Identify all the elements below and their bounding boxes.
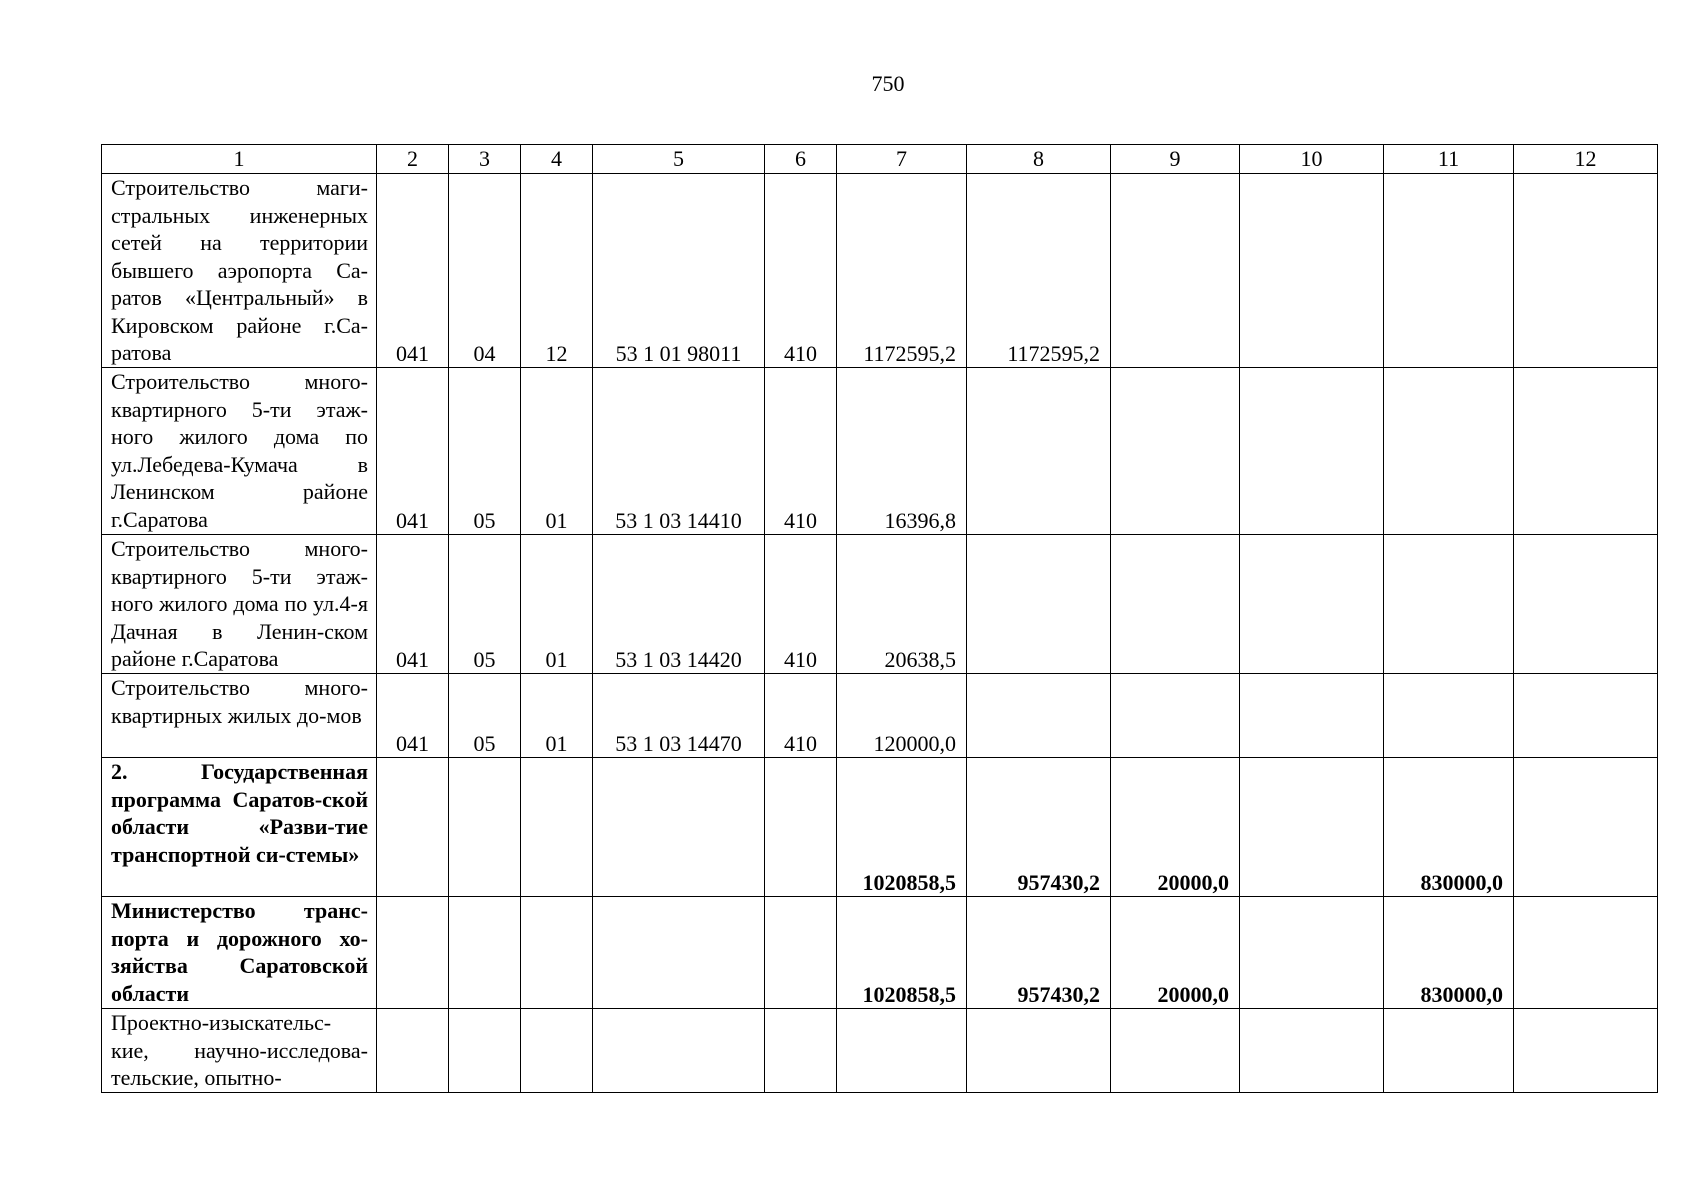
cell-col9: 20000,0	[1111, 758, 1240, 897]
column-header: 4	[521, 145, 593, 174]
cell-col4: 01	[521, 368, 593, 535]
cell-col2: 041	[377, 174, 449, 368]
cell-col11	[1384, 1009, 1514, 1093]
cell-col12	[1514, 758, 1658, 897]
column-header: 11	[1384, 145, 1514, 174]
row-description: Строительство маги-стральных инженерных сетей на территории бывшего аэропорта Са-ратов «Центральный» в Кировском районе г.Са-ратова	[102, 174, 377, 368]
cell-col8	[967, 1009, 1111, 1093]
cell-col10	[1240, 1009, 1384, 1093]
cell-col2	[377, 1009, 449, 1093]
cell-col12	[1514, 674, 1658, 758]
cell-col9	[1111, 674, 1240, 758]
column-header: 10	[1240, 145, 1384, 174]
cell-col11	[1384, 368, 1514, 535]
cell-col2	[377, 897, 449, 1009]
cell-col8: 957430,2	[967, 758, 1111, 897]
cell-col10	[1240, 758, 1384, 897]
row-description: 2. Государственная программа Саратов-ской области «Разви-тие транспортной си-стемы»	[102, 758, 377, 897]
cell-col6	[765, 758, 837, 897]
cell-col12	[1514, 1009, 1658, 1093]
cell-col5: 53 1 03 14420	[593, 535, 765, 674]
cell-col8	[967, 368, 1111, 535]
cell-col8	[967, 535, 1111, 674]
cell-col3: 05	[449, 674, 521, 758]
cell-col5: 53 1 03 14410	[593, 368, 765, 535]
cell-col11: 830000,0	[1384, 758, 1514, 897]
cell-col8	[967, 674, 1111, 758]
cell-col3: 04	[449, 174, 521, 368]
row-description: Строительство много-квартирного 5-ти этаж-ного жилого дома по ул.4-я Дачная в Ленин-ском районе г.Саратова	[102, 535, 377, 674]
cell-col2: 041	[377, 368, 449, 535]
cell-col5	[593, 758, 765, 897]
cell-col9	[1111, 368, 1240, 535]
cell-col4: 01	[521, 535, 593, 674]
cell-col12	[1514, 535, 1658, 674]
row-description: Строительство много-квартирного 5-ти этаж-ного жилого дома по ул.Лебедева-Кумача в Ленинском районе г.Саратова	[102, 368, 377, 535]
cell-col7: 120000,0	[837, 674, 967, 758]
cell-col4	[521, 758, 593, 897]
column-header: 5	[593, 145, 765, 174]
column-header: 9	[1111, 145, 1240, 174]
column-header: 12	[1514, 145, 1658, 174]
column-header: 2	[377, 145, 449, 174]
cell-col9	[1111, 1009, 1240, 1093]
cell-col5	[593, 897, 765, 1009]
cell-col10	[1240, 174, 1384, 368]
column-header: 1	[102, 145, 377, 174]
cell-col10	[1240, 535, 1384, 674]
column-header: 7	[837, 145, 967, 174]
cell-col7: 16396,8	[837, 368, 967, 535]
cell-col2: 041	[377, 535, 449, 674]
cell-col6: 410	[765, 535, 837, 674]
table-header-row	[102, 145, 1658, 174]
cell-col2	[377, 758, 449, 897]
cell-col7	[837, 1009, 967, 1093]
cell-col3	[449, 758, 521, 897]
cell-col3: 05	[449, 535, 521, 674]
cell-col3: 05	[449, 368, 521, 535]
budget-table	[101, 144, 1658, 1093]
column-header: 6	[765, 145, 837, 174]
cell-col8: 957430,2	[967, 897, 1111, 1009]
table-row	[102, 897, 1658, 1009]
cell-col11	[1384, 535, 1514, 674]
cell-col4	[521, 1009, 593, 1093]
cell-col9	[1111, 174, 1240, 368]
table-row	[102, 368, 1658, 535]
cell-col3	[449, 897, 521, 1009]
cell-col5	[593, 1009, 765, 1093]
cell-col7: 1020858,5	[837, 758, 967, 897]
cell-col12	[1514, 897, 1658, 1009]
cell-col6	[765, 897, 837, 1009]
cell-col2: 041	[377, 674, 449, 758]
cell-col10	[1240, 674, 1384, 758]
cell-col8: 1172595,2	[967, 174, 1111, 368]
cell-col12	[1514, 174, 1658, 368]
cell-col12	[1514, 368, 1658, 535]
column-header: 8	[967, 145, 1111, 174]
cell-col7: 20638,5	[837, 535, 967, 674]
cell-col9	[1111, 535, 1240, 674]
cell-col7: 1172595,2	[837, 174, 967, 368]
cell-col5: 53 1 03 14470	[593, 674, 765, 758]
cell-col3	[449, 1009, 521, 1093]
cell-col10	[1240, 897, 1384, 1009]
cell-col11	[1384, 174, 1514, 368]
row-description: Проектно-изыскательс-кие, научно-исследова-тельские, опытно-	[102, 1009, 377, 1093]
cell-col4: 12	[521, 174, 593, 368]
cell-col9: 20000,0	[1111, 897, 1240, 1009]
cell-col7: 1020858,5	[837, 897, 967, 1009]
cell-col6: 410	[765, 368, 837, 535]
cell-col5: 53 1 01 98011	[593, 174, 765, 368]
table-row	[102, 174, 1658, 368]
table-row	[102, 535, 1658, 674]
table-row	[102, 758, 1658, 897]
row-description: Министерство транс-порта и дорожного хо-зяйства Саратовской области	[102, 897, 377, 1009]
table-row	[102, 1009, 1658, 1093]
cell-col4	[521, 897, 593, 1009]
cell-col10	[1240, 368, 1384, 535]
cell-col11: 830000,0	[1384, 897, 1514, 1009]
row-description: Строительство много-квартирных жилых до-мов	[102, 674, 377, 758]
cell-col6	[765, 1009, 837, 1093]
cell-col6: 410	[765, 174, 837, 368]
table-row	[102, 674, 1658, 758]
page-number: 750	[871, 71, 905, 96]
cell-col11	[1384, 674, 1514, 758]
cell-col6: 410	[765, 674, 837, 758]
cell-col4: 01	[521, 674, 593, 758]
column-header: 3	[449, 145, 521, 174]
